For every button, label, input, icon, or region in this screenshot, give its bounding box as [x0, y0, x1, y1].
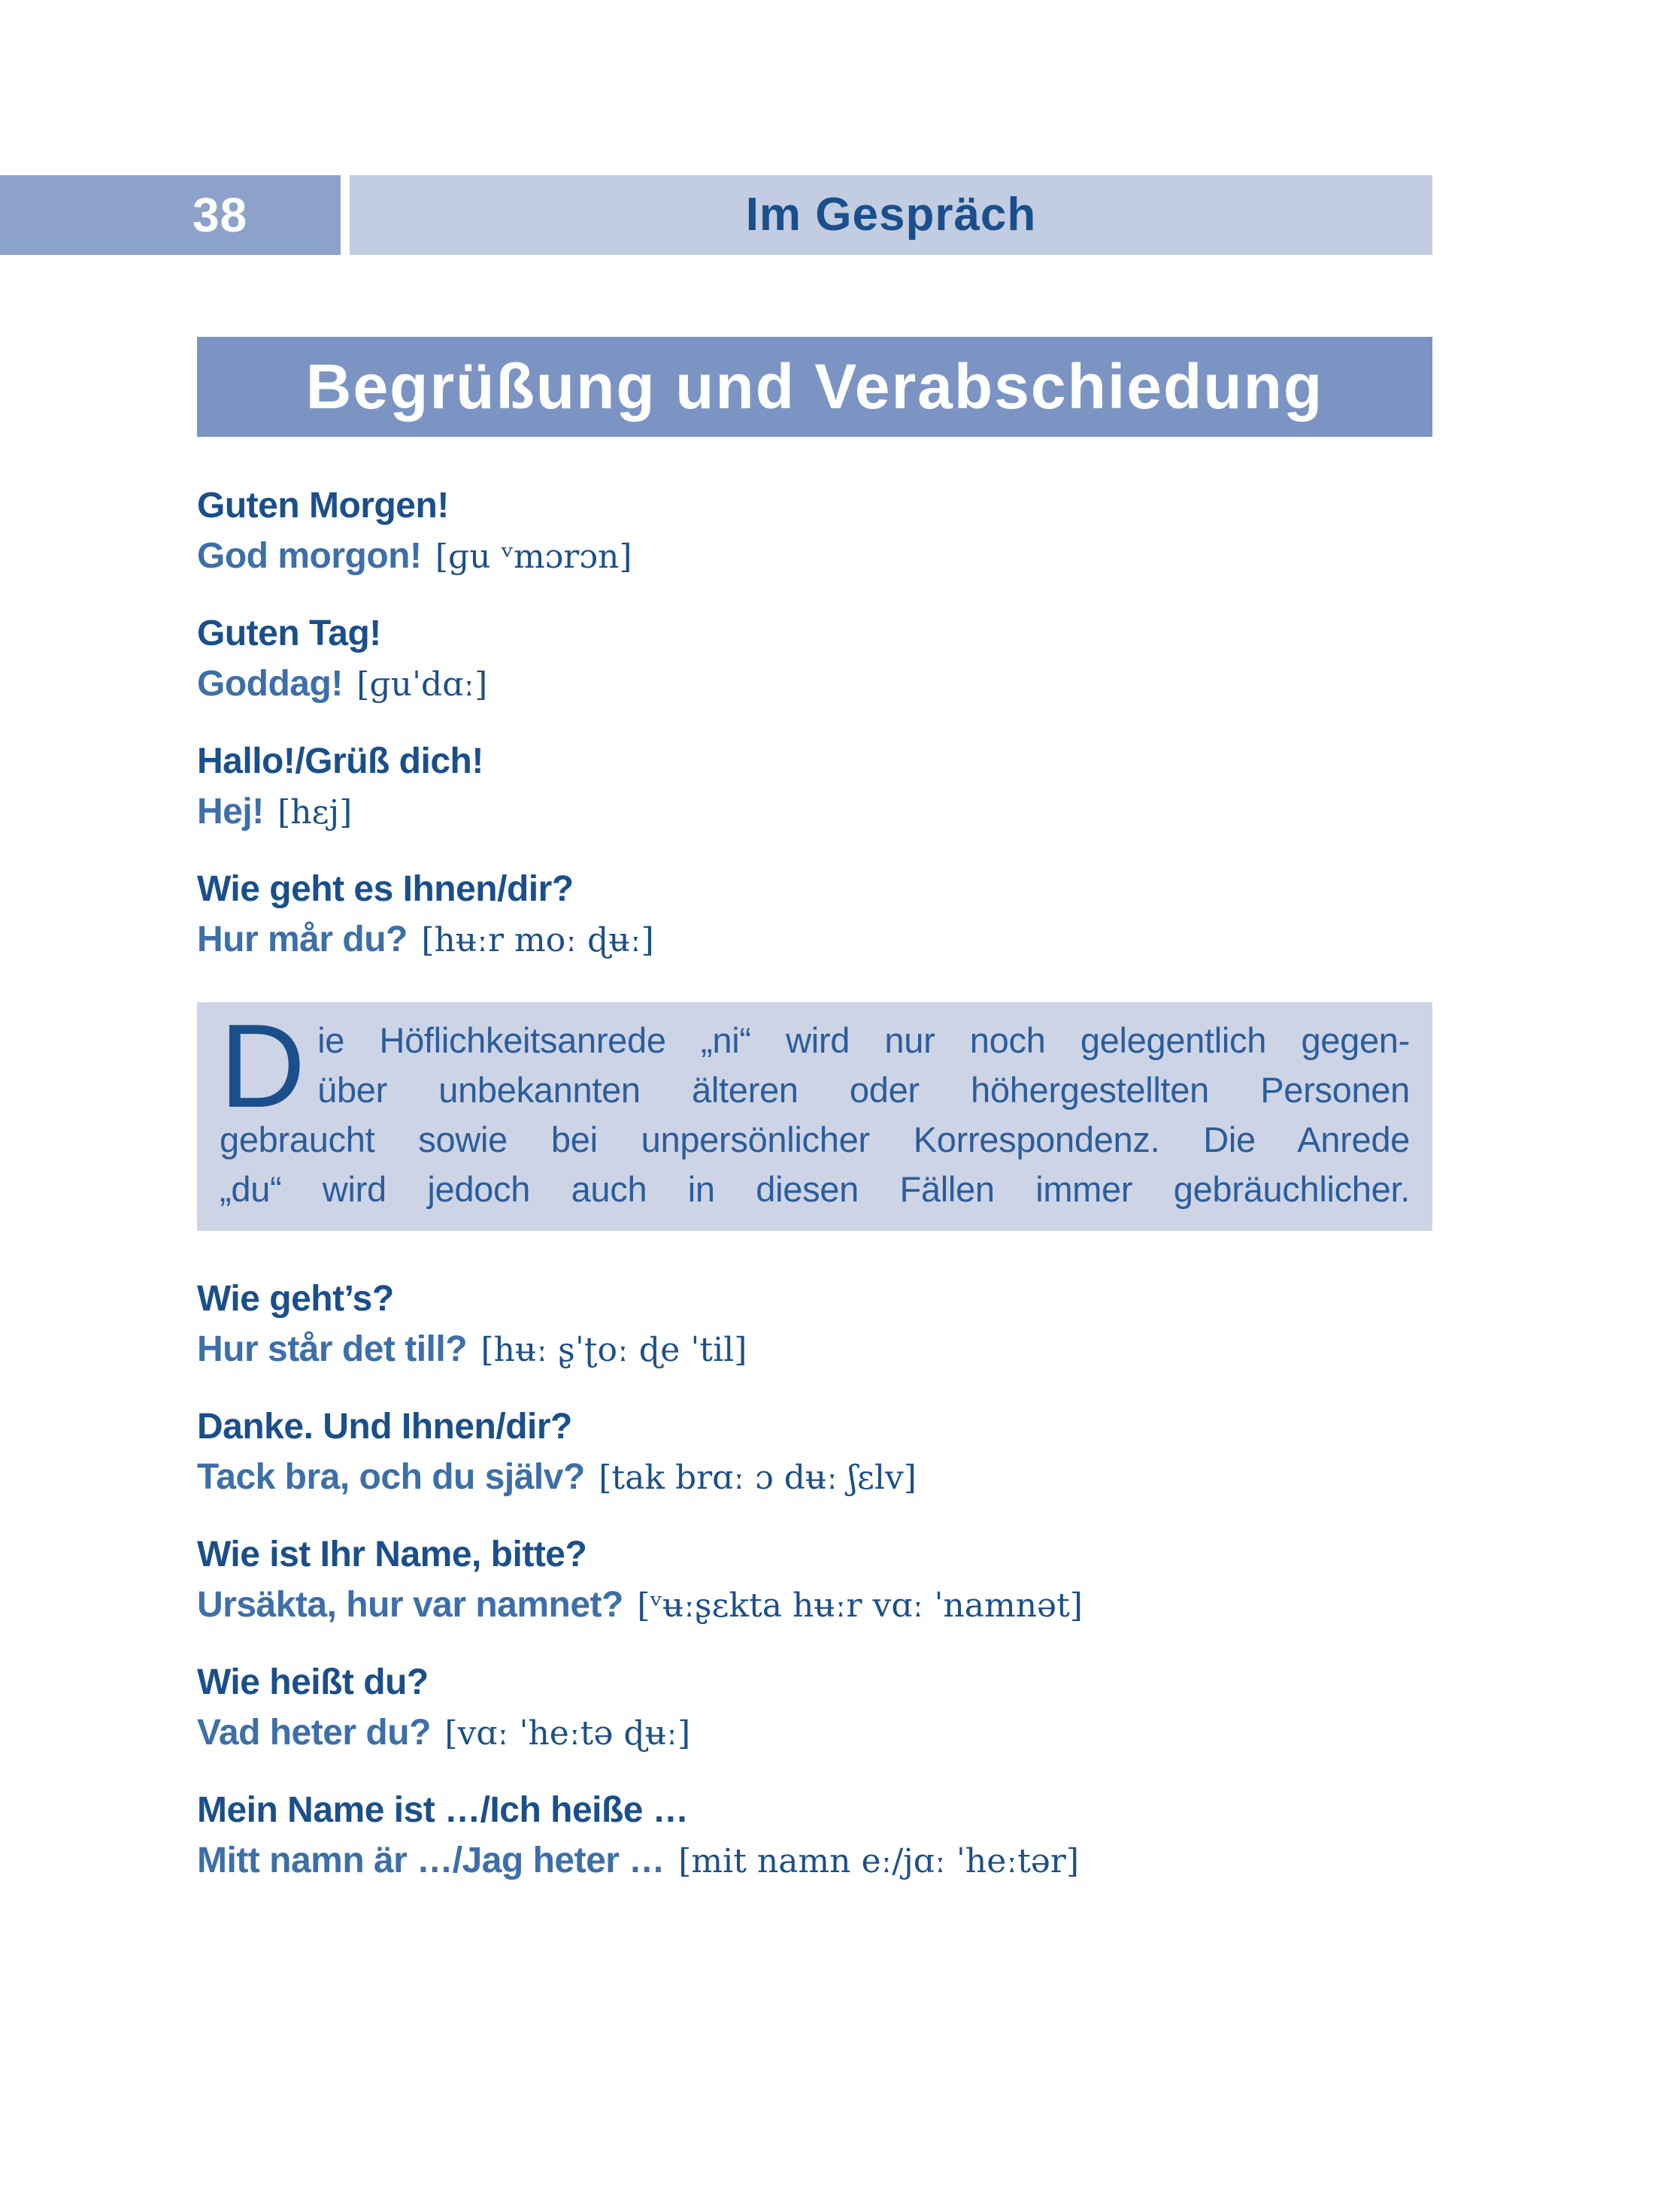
- swedish-phrase: Hej!: [197, 792, 264, 832]
- german-phrase: Wie ist Ihr Name, bitte?: [197, 1535, 587, 1574]
- chapter-title: Begrüßung und Verabschiedung: [305, 351, 1324, 422]
- german-phrase: Wie geht’s?: [197, 1279, 394, 1319]
- swedish-line: [197, 1709, 1432, 1765]
- phrase-pair: [197, 1787, 1432, 1893]
- phrase-pair: [197, 866, 1432, 972]
- phrase-pair: [197, 738, 1432, 844]
- swedish-line: [197, 1326, 1432, 1382]
- phrase-list: [197, 483, 1432, 1915]
- german-phrase: Guten Morgen!: [197, 486, 449, 526]
- phonetic-transcription: [ᵛʉːʂɛkta hʉːr vɑː ˈnamnət]: [637, 1586, 1083, 1625]
- dropcap-letter: D: [220, 1002, 306, 1132]
- german-phrase: Mein Name ist …/Ich heiße …: [197, 1790, 689, 1830]
- swedish-phrase: God morgon!: [197, 536, 422, 576]
- phrase-pair: [197, 611, 1432, 717]
- note-line: „du“ wird jedoch auch in diesen Fällen immer gebräuchlicher.: [220, 1169, 1410, 1209]
- swedish-phrase: Tack bra, och du själv?: [197, 1457, 585, 1497]
- swedish-phrase: Mitt namn är …/Jag heter …: [197, 1841, 665, 1880]
- note-line: gebraucht sowie bei unpersönlicher Korrespondenz. Die Anrede: [220, 1120, 1410, 1159]
- section-title: Im Gespräch: [745, 189, 1037, 241]
- page-number-box: [0, 175, 341, 255]
- swedish-line: [197, 532, 1432, 589]
- swedish-line: [197, 1581, 1432, 1638]
- phonetic-transcription: [hɛj]: [277, 793, 353, 832]
- swedish-line: [197, 916, 1432, 972]
- note-line: über unbekannten älteren oder höhergestellten Personen: [317, 1070, 1410, 1110]
- phonetic-transcription: [ɡu ᵛmɔrɔn]: [435, 538, 632, 576]
- chapter-banner: [197, 337, 1432, 437]
- german-phrase: Guten Tag!: [197, 614, 381, 653]
- swedish-line: [197, 660, 1432, 717]
- german-phrase: Danke. Und Ihnen/dir?: [197, 1407, 572, 1447]
- phonetic-transcription: [vɑː ˈheːtə ɖʉː]: [444, 1714, 691, 1753]
- german-phrase: Hallo!/Grüß dich!: [197, 741, 483, 781]
- running-head-bar: [350, 175, 1432, 255]
- phrase-pair: [197, 1276, 1432, 1382]
- phonetic-transcription: [mit namn eː/jɑː ˈheːtər]: [678, 1842, 1080, 1880]
- swedish-phrase: Vad heter du?: [197, 1713, 431, 1753]
- phrase-pair: [197, 483, 1432, 589]
- phrase-pair: [197, 1404, 1432, 1510]
- page-number: 38: [192, 188, 248, 242]
- swedish-phrase: Ursäkta, hur var namnet?: [197, 1585, 623, 1625]
- phonetic-transcription: [hʉːr moː ɖʉː]: [421, 921, 654, 959]
- swedish-line: [197, 1453, 1432, 1510]
- swedish-phrase: Hur mår du?: [197, 920, 408, 959]
- phonetic-transcription: [tak brɑː ɔ dʉː ʃɛlv]: [599, 1459, 917, 1497]
- phonetic-transcription: [ɡuˈdɑː]: [356, 665, 488, 704]
- phrase-pair: [197, 1532, 1432, 1638]
- german-phrase: Wie geht es Ihnen/dir?: [197, 869, 574, 909]
- note-line: ie Höflichkeitsanrede „ni“ wird nur noch gelegentlich gegen-: [317, 1020, 1410, 1060]
- swedish-line: [197, 788, 1432, 844]
- swedish-phrase: Hur står det till?: [197, 1329, 468, 1369]
- german-phrase: Wie heißt du?: [197, 1662, 429, 1702]
- swedish-line: [197, 1837, 1432, 1893]
- phonetic-transcription: [hʉː ʂˈʈoː ɖe ˈtil]: [480, 1331, 747, 1369]
- swedish-phrase: Goddag!: [197, 664, 343, 704]
- phrase-pair: [197, 1659, 1432, 1765]
- usage-note-box: [197, 1002, 1432, 1231]
